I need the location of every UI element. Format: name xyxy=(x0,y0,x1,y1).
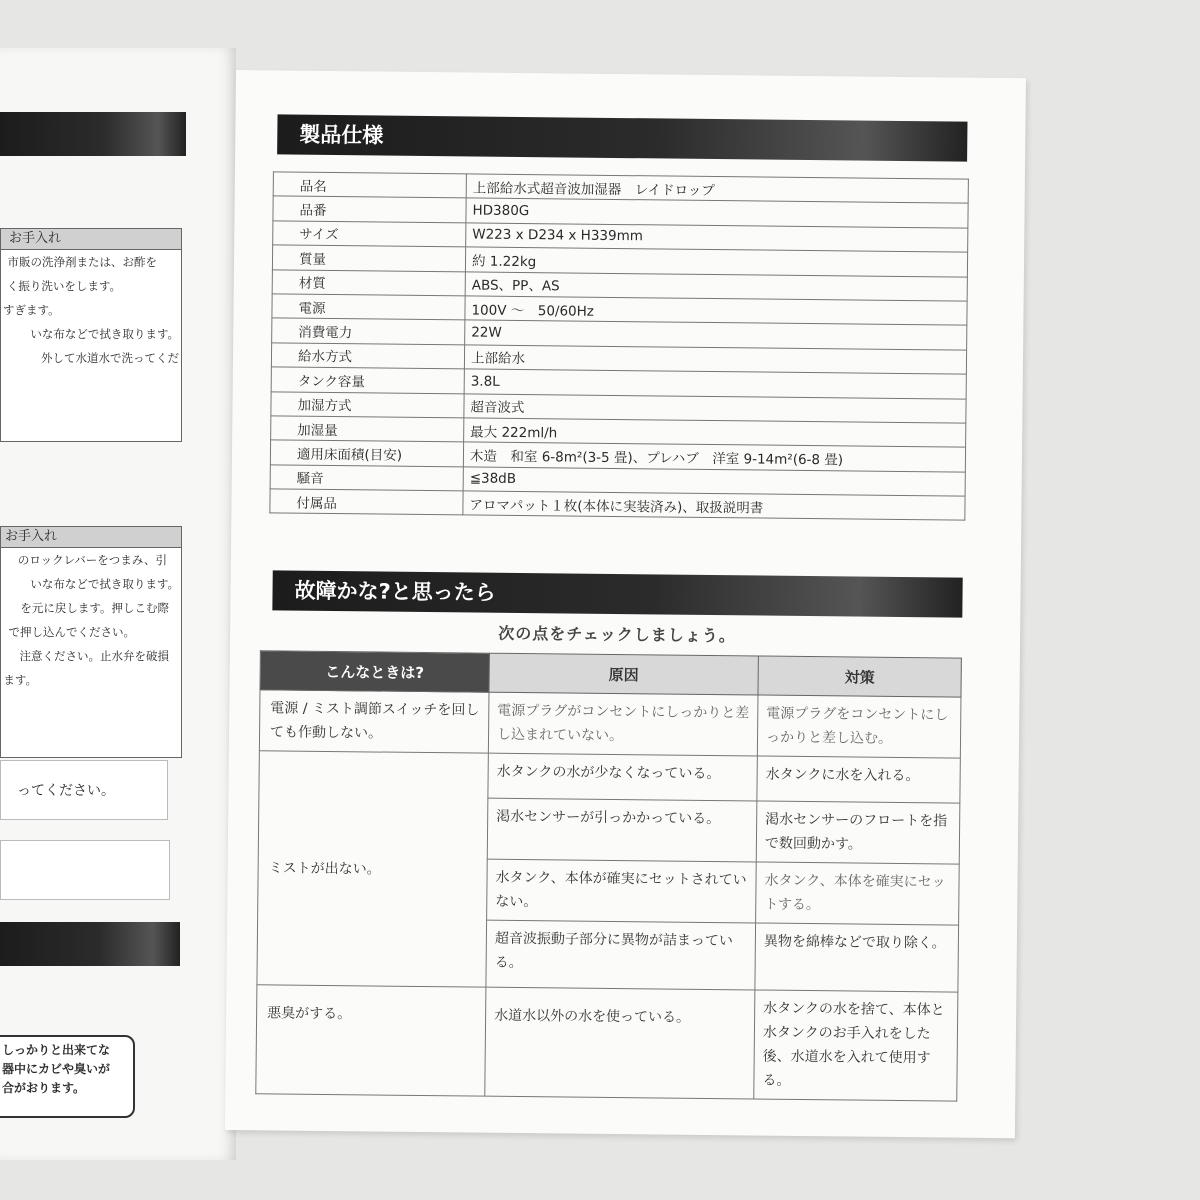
spec-value: 最大 222ml/h xyxy=(464,418,966,448)
care-line: 外して水道水で洗ってくだ xyxy=(41,351,179,365)
spec-key: 加湿方式 xyxy=(271,391,464,417)
care-line: すぎます。 xyxy=(3,303,60,317)
cause-cell: 水タンクの水が少なくなっている。 xyxy=(488,753,757,801)
notice-line: しっかりと出来てな xyxy=(2,1043,111,1057)
spec-value: アロマパット１枚(本体に実装済み)、取扱説明書 xyxy=(463,491,965,521)
spec-value: 超音波式 xyxy=(464,393,966,423)
left-section-bar-2 xyxy=(0,922,180,966)
spec-table xyxy=(269,171,969,521)
spec-key: 付属品 xyxy=(270,489,463,515)
spec-value: 22W xyxy=(465,320,967,350)
cause-cell: 電源プラグがコンセントにしっかりと差し込まれていない。 xyxy=(488,692,758,756)
spec-value: HD380G xyxy=(466,198,968,228)
note-box-2 xyxy=(0,840,170,900)
care-box-2 xyxy=(0,526,182,758)
header-fix: 対策 xyxy=(758,656,961,697)
spec-key: 消費電力 xyxy=(272,318,465,344)
fix-cell: 渇水センサーのフロートを指で数回動かす。 xyxy=(756,801,960,864)
care-line: いな布などで拭き取ります。 xyxy=(30,577,179,591)
spec-key: 質量 xyxy=(272,245,465,271)
spec-value: 3.8L xyxy=(464,369,966,399)
header-symptom: こんなときは? xyxy=(260,651,489,692)
cause-cell: 超音波振動子部分に異物が詰まっている。 xyxy=(486,920,756,990)
care-line: く振り洗いをします。 xyxy=(6,279,121,293)
spec-value: 上部給水式超音波加湿器 レイドロップ xyxy=(466,174,968,204)
spec-value: ≦38dB xyxy=(463,467,965,497)
spec-key: サイズ xyxy=(273,221,466,247)
notice-line: 合がおります。 xyxy=(2,1081,86,1095)
notice-box xyxy=(0,1035,135,1118)
spec-key: 騒音 xyxy=(270,465,463,491)
left-page xyxy=(0,48,236,1160)
spec-title: 製品仕様 xyxy=(299,122,384,148)
care-box-2-header: お手入れ xyxy=(1,527,181,548)
spec-value: 約 1.22kg xyxy=(465,247,967,277)
fix-cell: 水タンクに水を入れる。 xyxy=(757,756,960,803)
spec-key: タンク容量 xyxy=(271,367,464,393)
spec-value: 100V ～ 50/60Hz xyxy=(465,296,967,326)
table-row xyxy=(259,690,961,758)
care-box-1 xyxy=(0,228,182,442)
symptom-cell: 悪臭がする。 xyxy=(256,985,486,1096)
spec-value: 上部給水 xyxy=(464,345,966,375)
table-row xyxy=(256,985,958,1101)
care-line: ます。 xyxy=(3,673,37,687)
troubleshoot-table xyxy=(255,650,962,1101)
spec-value: W223 x D234 x H339mm xyxy=(466,223,968,253)
care-line: いな布などで拭き取ります。 xyxy=(30,327,179,341)
fix-cell: 水タンクの水を捨て、本体と水タンクのお手入れをした後、水道水を入れて使用する。 xyxy=(754,990,958,1101)
cause-cell: 水タンク、本体が確実にセットされていない。 xyxy=(487,859,757,923)
care-line: 注意ください。止水弁を破損 xyxy=(19,649,169,663)
spec-value: ABS、PP、AS xyxy=(465,271,967,301)
spec-key: 品番 xyxy=(273,196,466,222)
spec-title-bar xyxy=(277,114,967,161)
troubleshoot-title-bar xyxy=(272,570,962,617)
spec-key: 給水方式 xyxy=(271,343,464,369)
notice-line: 器中にカビや臭いが xyxy=(2,1062,111,1076)
left-section-bar xyxy=(0,112,186,156)
spec-key: 加湿量 xyxy=(271,416,464,442)
symptom-cell: ミストが出ない。 xyxy=(257,751,488,987)
cause-cell: 渇水センサーが引っかかっている。 xyxy=(487,798,757,862)
care-line: を元に戻します。押しこむ際 xyxy=(20,601,169,615)
symptom-cell: 電源 / ミスト調節スイッチを回しても作動しない。 xyxy=(259,690,489,753)
care-line: 市販の洗浄剤または、お酢を xyxy=(7,255,157,269)
care-line: で押し込んでください。 xyxy=(8,625,135,639)
fix-cell: 電源プラグをコンセントにしっかりと差し込む。 xyxy=(757,695,961,758)
note-box-1: ってください。 xyxy=(0,760,168,820)
header-cause: 原因 xyxy=(489,653,758,695)
care-box-1-header: お手入れ xyxy=(1,229,181,250)
right-page xyxy=(225,70,1026,1138)
troubleshoot-title: 故障かな?と思ったら xyxy=(294,578,496,605)
spec-key: 品名 xyxy=(273,172,466,198)
spec-key: 適用床面積(目安) xyxy=(270,440,463,466)
cause-cell: 水道水以外の水を使っている。 xyxy=(485,987,755,1099)
care-line: のロックレバーをつまみ、引 xyxy=(17,553,167,567)
spec-value: 木造 和室 6-8m²(3-5 畳)、プレハブ 洋室 9-14m²(6-8 畳) xyxy=(463,442,965,472)
fix-cell: 水タンク、本体を確実にセットする。 xyxy=(756,862,960,925)
troubleshoot-subtitle: 次の点をチェックしましょう。 xyxy=(498,623,736,646)
fix-cell: 異物を綿棒などで取り除く。 xyxy=(755,923,959,992)
spec-key: 電源 xyxy=(272,294,465,320)
table-row xyxy=(259,751,960,803)
spec-key: 材質 xyxy=(272,269,465,295)
